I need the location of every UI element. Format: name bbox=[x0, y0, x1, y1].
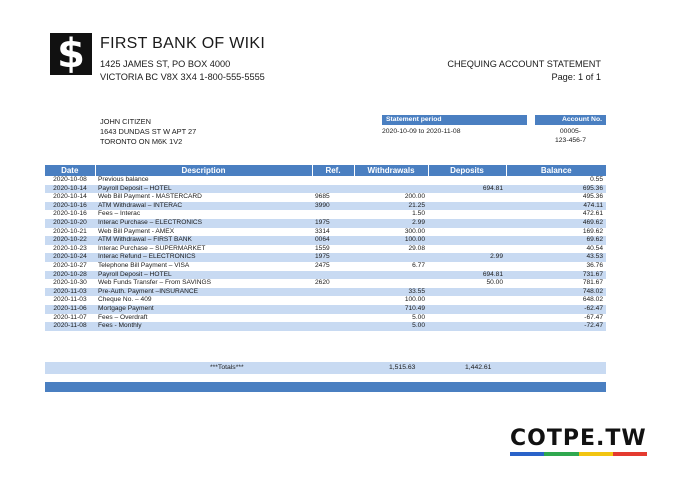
cell-ref bbox=[312, 210, 354, 219]
table-row bbox=[45, 219, 606, 228]
cell-deposits: 694.81 bbox=[428, 185, 506, 194]
cell-balance: 731.67 bbox=[506, 271, 606, 280]
cell-date: 2020-11-08 bbox=[45, 322, 95, 331]
totals-label: ***Totals*** bbox=[210, 364, 244, 371]
statement-period-label: Statement period bbox=[382, 115, 527, 125]
watermark-stripe-segment bbox=[613, 452, 647, 456]
statement-period-box bbox=[382, 115, 527, 136]
customer-address-line2: TORONTO ON M6K 1V2 bbox=[100, 137, 183, 146]
cell-ref: 1975 bbox=[312, 253, 354, 262]
table-row bbox=[45, 314, 606, 323]
cell-date: 2020-10-30 bbox=[53, 279, 87, 287]
table-row bbox=[45, 271, 606, 280]
cell-ref: 0064 bbox=[312, 236, 354, 245]
cell-date: 2020-10-28 bbox=[45, 271, 95, 280]
table-header-row bbox=[45, 165, 606, 176]
cell-withdrawals: 300.00 bbox=[404, 227, 425, 235]
cell-date: 2020-10-23 bbox=[53, 244, 87, 252]
cell-deposits: 694.81 bbox=[428, 271, 506, 280]
cell-deposits bbox=[428, 296, 506, 305]
transactions-body bbox=[45, 176, 606, 331]
watermark-text: COTPE.TW bbox=[510, 426, 647, 451]
cell-description: ATM Withdrawal – FIRST BANK bbox=[95, 236, 312, 245]
cell-withdrawals bbox=[354, 185, 428, 194]
cell-description: Mortgage Payment bbox=[95, 305, 312, 314]
bank-logo: $ bbox=[50, 33, 92, 75]
footer-bar bbox=[45, 382, 606, 392]
cell-balance: -62.47 bbox=[506, 305, 606, 314]
watermark-color-strip bbox=[510, 452, 647, 456]
table-row bbox=[45, 193, 606, 202]
cell-balance: 469.62 bbox=[506, 219, 606, 228]
cell-ref bbox=[312, 296, 354, 305]
cell-ref: 9685 bbox=[315, 193, 330, 201]
cell-withdrawals bbox=[354, 253, 428, 262]
cell-deposits bbox=[428, 245, 506, 254]
table-row bbox=[45, 322, 606, 331]
cell-balance: 36.76 bbox=[586, 261, 603, 269]
customer-address-line1: 1643 DUNDAS ST W APT 27 bbox=[100, 127, 197, 136]
cell-withdrawals: 100.00 bbox=[404, 296, 425, 304]
cell-balance: 0.55 bbox=[590, 176, 603, 183]
table-row bbox=[45, 210, 606, 219]
cell-description: Previous balance bbox=[98, 176, 149, 183]
cell-withdrawals: 200.00 bbox=[404, 193, 425, 201]
cell-ref bbox=[312, 176, 354, 185]
cell-description: Payroll Deposit – HOTEL bbox=[95, 271, 312, 280]
account-number-value bbox=[535, 125, 606, 145]
cell-description: Fees – Overdraft bbox=[98, 313, 148, 321]
table-row bbox=[45, 305, 606, 314]
cell-ref bbox=[312, 288, 354, 297]
cell-withdrawals: 2.99 bbox=[354, 219, 428, 228]
statement-heading bbox=[447, 58, 601, 83]
cell-balance: 40.54 bbox=[586, 244, 603, 252]
cell-balance: 648.02 bbox=[582, 296, 603, 304]
cell-balance: 781.67 bbox=[582, 279, 603, 287]
cell-date: 2020-11-03 bbox=[45, 288, 95, 297]
cell-description: Web Bill Payment - MASTERCARD bbox=[98, 193, 202, 201]
cell-deposits: 2.99 bbox=[428, 253, 506, 262]
cell-withdrawals: 100.00 bbox=[354, 236, 428, 245]
table-row bbox=[45, 245, 606, 254]
cell-balance: 472.61 bbox=[582, 210, 603, 218]
cell-ref: 3990 bbox=[312, 202, 354, 211]
cell-deposits bbox=[428, 236, 506, 245]
cell-ref: 2475 bbox=[315, 261, 330, 269]
cell-date: 2020-10-14 bbox=[45, 185, 95, 194]
cell-date: 2020-10-20 bbox=[45, 219, 95, 228]
cell-balance: 495.36 bbox=[582, 193, 603, 201]
col-header-balance: Balance bbox=[506, 165, 606, 176]
customer-address bbox=[100, 117, 196, 147]
cell-date: 2020-11-07 bbox=[53, 313, 87, 321]
cell-description: Web Funds Transfer – From SAVINGS bbox=[98, 279, 211, 287]
cell-ref: 1559 bbox=[315, 244, 330, 252]
cell-deposits bbox=[428, 210, 506, 219]
cell-description: Pre-Auth. Payment –INSURANCE bbox=[95, 288, 312, 297]
table-row bbox=[45, 262, 606, 271]
cell-ref: 1975 bbox=[312, 219, 354, 228]
cell-balance: 169.62 bbox=[582, 227, 603, 235]
cell-date: 2020-10-16 bbox=[45, 202, 95, 211]
table-row bbox=[45, 236, 606, 245]
cell-description: Interac Purchase – SUPERMARKET bbox=[98, 244, 206, 252]
cell-balance: 748.02 bbox=[506, 288, 606, 297]
cell-balance: -67.47 bbox=[584, 313, 603, 321]
col-header-ref: Ref. bbox=[312, 165, 354, 176]
bank-address bbox=[100, 58, 265, 83]
table-row bbox=[45, 288, 606, 297]
cell-date: 2020-10-22 bbox=[45, 236, 95, 245]
cell-description: Interac Purchase – ELECTRONICS bbox=[95, 219, 312, 228]
watermark-stripe-segment bbox=[544, 452, 578, 456]
table-row bbox=[45, 279, 606, 288]
cell-description: ATM Withdrawal – INTERAC bbox=[95, 202, 312, 211]
cell-withdrawals bbox=[354, 271, 428, 280]
table-row bbox=[45, 176, 606, 185]
totals-deposits: 1,442.61 bbox=[465, 364, 492, 371]
cell-description: Cheque No. – 409 bbox=[98, 296, 152, 304]
cell-withdrawals: 33.55 bbox=[354, 288, 428, 297]
cell-withdrawals bbox=[354, 279, 428, 288]
cell-deposits: 50.00 bbox=[486, 279, 503, 287]
totals-withdrawals: 1,515.63 bbox=[389, 364, 416, 371]
cell-ref bbox=[312, 314, 354, 323]
account-number-line2: 123-456-7 bbox=[555, 137, 586, 144]
col-header-withdrawals: Withdrawals bbox=[354, 165, 428, 176]
cell-date: 2020-10-14 bbox=[53, 193, 87, 201]
cell-withdrawals: 21.25 bbox=[354, 202, 428, 211]
table-row bbox=[45, 253, 606, 262]
cell-ref bbox=[312, 322, 354, 331]
cell-ref bbox=[312, 305, 354, 314]
cell-date: 2020-10-24 bbox=[45, 253, 95, 262]
cell-deposits bbox=[428, 262, 506, 271]
cell-withdrawals bbox=[354, 176, 428, 185]
cell-deposits bbox=[428, 322, 506, 331]
cell-date: 2020-10-16 bbox=[53, 210, 87, 218]
watermark-stripe-segment bbox=[510, 452, 544, 456]
cell-description: Fees – Interac bbox=[98, 210, 141, 218]
cell-withdrawals: 29.08 bbox=[408, 244, 425, 252]
totals-row bbox=[45, 362, 606, 374]
cell-deposits bbox=[428, 219, 506, 228]
cell-ref bbox=[312, 185, 354, 194]
cell-balance: 69.62 bbox=[506, 236, 606, 245]
cell-deposits bbox=[428, 193, 506, 202]
account-number-label: Account No. bbox=[535, 115, 606, 125]
table-row bbox=[45, 202, 606, 211]
bank-address-line2: VICTORIA BC V8X 3X4 1-800-555-5555 bbox=[100, 71, 265, 82]
cell-balance: 695.36 bbox=[506, 185, 606, 194]
col-header-deposits: Deposits bbox=[428, 165, 506, 176]
cell-date: 2020-10-08 bbox=[53, 176, 87, 183]
cell-description: Interac Refund – ELECTRONICS bbox=[95, 253, 312, 262]
cell-withdrawals: 6.77 bbox=[412, 261, 425, 269]
watermark-stripe-segment bbox=[579, 452, 613, 456]
cell-deposits bbox=[428, 202, 506, 211]
cell-date: 2020-11-06 bbox=[45, 305, 95, 314]
cell-description: Web Bill Payment - AMEX bbox=[98, 227, 175, 235]
cell-date: 2020-10-27 bbox=[53, 261, 87, 269]
col-header-description: Description bbox=[95, 165, 312, 176]
cell-deposits bbox=[428, 288, 506, 297]
customer-name: JOHN CITIZEN bbox=[100, 117, 151, 126]
cell-deposits bbox=[428, 314, 506, 323]
cell-deposits bbox=[428, 176, 506, 185]
bank-address-line1: 1425 JAMES ST, PO BOX 4000 bbox=[100, 59, 231, 69]
cell-ref bbox=[312, 271, 354, 280]
table-row bbox=[45, 185, 606, 194]
account-number-box bbox=[535, 115, 606, 145]
cell-balance: 43.53 bbox=[506, 253, 606, 262]
cell-withdrawals: 1.50 bbox=[412, 210, 425, 218]
cell-description: Fees - Monthly bbox=[95, 322, 312, 331]
statement-title: CHEQUING ACCOUNT STATEMENT bbox=[447, 59, 601, 69]
cell-withdrawals: 5.00 bbox=[412, 313, 425, 321]
page-number: Page: 1 of 1 bbox=[551, 71, 601, 82]
cell-ref: 2620 bbox=[315, 279, 330, 287]
cell-deposits bbox=[428, 305, 506, 314]
cell-balance: -72.47 bbox=[506, 322, 606, 331]
cell-date: 2020-10-21 bbox=[53, 227, 87, 235]
table-row bbox=[45, 296, 606, 305]
cell-date: 2020-11-03 bbox=[53, 296, 87, 304]
transactions-table bbox=[45, 165, 606, 331]
cell-withdrawals: 710.49 bbox=[354, 305, 428, 314]
cell-description: Payroll Deposit – HOTEL bbox=[95, 185, 312, 194]
bank-name: FIRST BANK OF WIKI bbox=[100, 35, 266, 52]
cell-balance: 474.11 bbox=[506, 202, 606, 211]
cell-description: Telephone Bill Payment – VISA bbox=[98, 261, 190, 269]
cell-withdrawals: 5.00 bbox=[354, 322, 428, 331]
cell-ref: 3314 bbox=[315, 227, 330, 235]
account-number-line1: 00005- bbox=[559, 128, 582, 135]
col-header-date: Date bbox=[45, 165, 95, 176]
cell-deposits bbox=[428, 228, 506, 237]
statement-period-value: 2020-10-09 to 2020-11-08 bbox=[382, 128, 461, 135]
table-row bbox=[45, 228, 606, 237]
